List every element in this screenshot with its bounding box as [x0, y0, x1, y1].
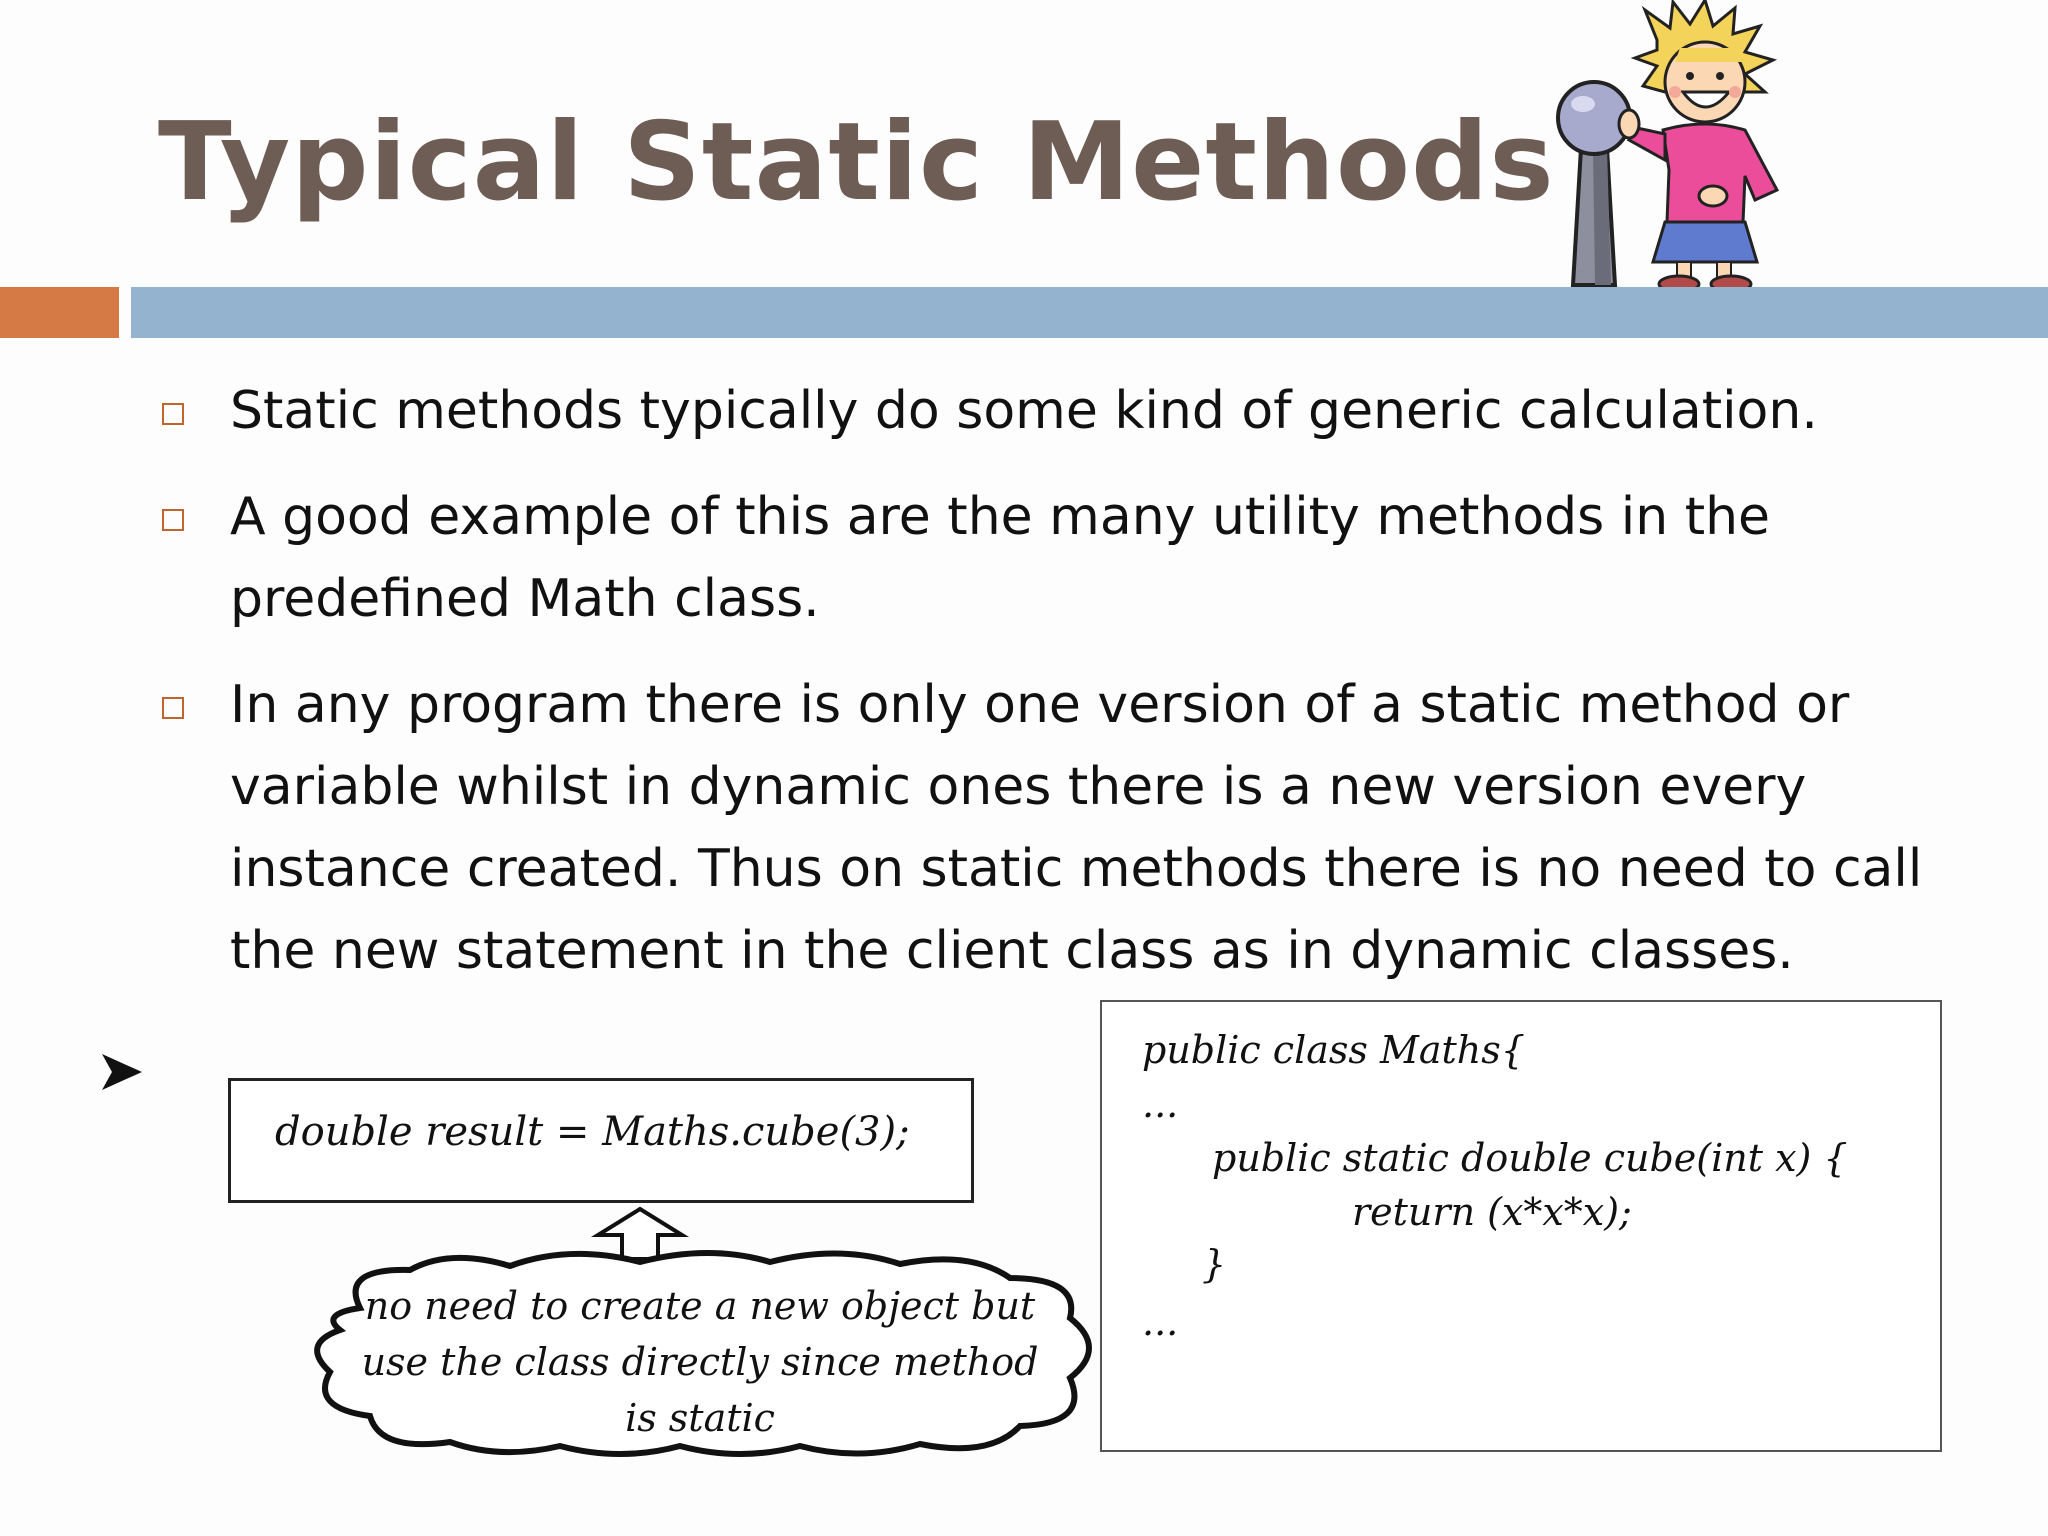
bullet-text: In any program there is only one version of a static method or variable whilst in dynamic ones there is a new version every instance created. Thus on static methods there is no need to call the new statement in the client class as in dynamic classes. — [230, 675, 1923, 981]
hollow-square-bullet-icon — [162, 509, 184, 531]
bullet-item — [158, 370, 2008, 452]
bullet-text: Static methods typically do some kind of generic calculation. — [230, 381, 1818, 441]
bullet-list — [158, 370, 2008, 1016]
code-line: } — [1202, 1242, 1227, 1286]
code-ellipsis: ... — [1142, 1300, 1179, 1344]
hollow-square-bullet-icon — [162, 403, 184, 425]
child-with-crystal-ball-icon — [1545, 0, 1815, 300]
hollow-square-bullet-icon — [162, 697, 184, 719]
accent-bar-orange — [0, 287, 119, 338]
bullet-item — [158, 476, 2008, 640]
bullet-text: A good example of this are the many utility methods in the predefined Math class. — [230, 487, 1771, 629]
slide-title: Typical Static Methods — [158, 100, 1555, 225]
accent-bar-blue — [131, 287, 2048, 338]
code-line: public static double cube(int x) { — [1212, 1136, 1848, 1180]
cloud-note — [340, 1278, 1060, 1446]
cloud-note-line: is static — [625, 1396, 775, 1440]
code-ellipsis: ... — [1142, 1082, 1179, 1126]
method-call-code: double result = Maths.cube(3); — [275, 1109, 910, 1155]
class-definition-box — [1100, 1000, 1942, 1452]
code-line: return (x*x*x); — [1352, 1190, 1632, 1234]
cloud-note-line: no need to create a new object but — [364, 1284, 1036, 1328]
pointer-arrow-icon — [98, 1048, 146, 1096]
method-call-box — [228, 1078, 974, 1203]
cloud-note-line: use the class directly since method — [361, 1340, 1039, 1384]
bullet-item — [158, 664, 2008, 992]
code-line: public class Maths{ — [1142, 1028, 1525, 1072]
